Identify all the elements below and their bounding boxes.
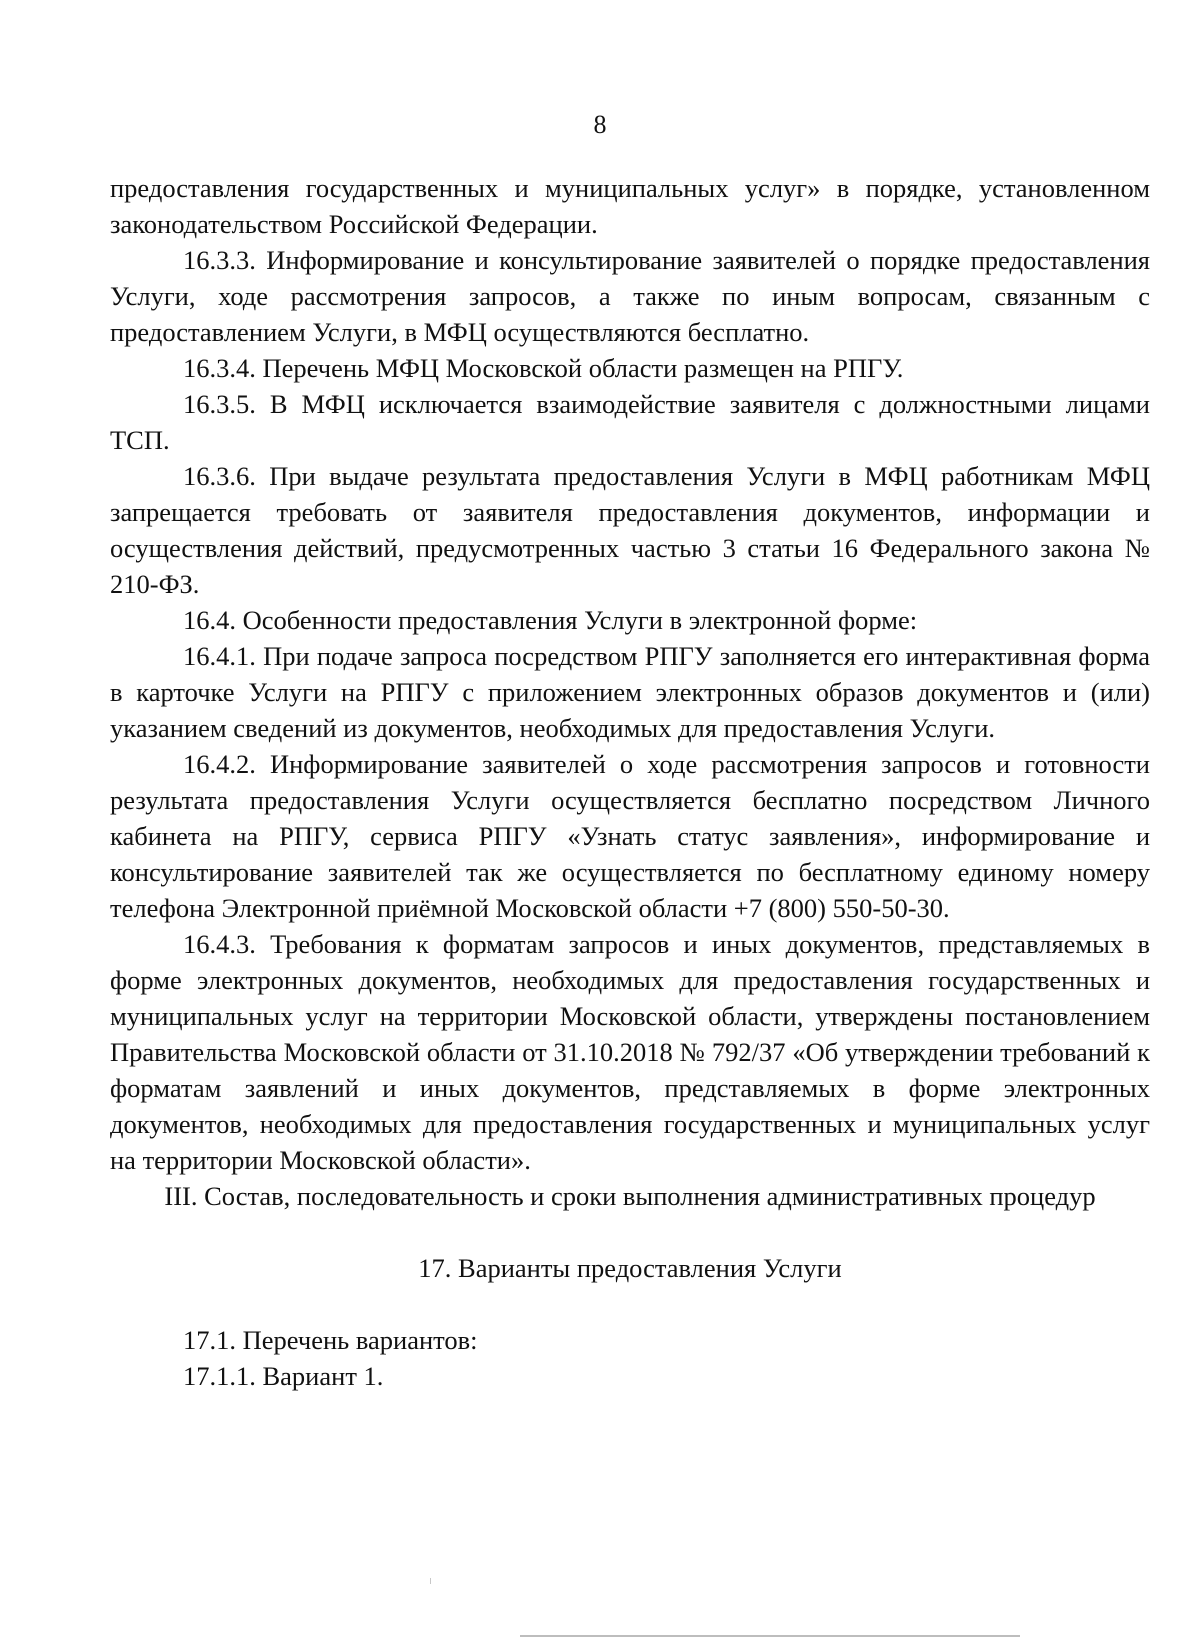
paragraph-continuation: предоставления государственных и муниципальных услуг» в порядке, установленном законодательством Российской Федерации. <box>110 173 1150 239</box>
paragraph-16-3-5: 16.3.5. В МФЦ исключается взаимодействие заявителя с должностными лицами ТСП. <box>110 389 1150 455</box>
subsection-heading: 17. Варианты предоставления Услуги <box>418 1253 842 1283</box>
paragraph-16-3-3: 16.3.3. Информирование и консультирование заявителей о порядке предоставления Услуги, ходе рассмотрения запросов, а также по иным вопросам, связанным с предоставлением Услуги, в МФЦ осуществляются бесплатно. <box>110 245 1150 347</box>
section-heading: III. Состав, последовательность и сроки выполнения административных процедур <box>164 1181 1096 1211</box>
page-number: 8 <box>593 110 607 139</box>
scan-artifact-rule <box>520 1635 1020 1637</box>
paragraph-16-4-1: 16.4.1. При подаче запроса посредством РПГУ заполняется его интерактивная форма в карточке Услуги на РПГУ с приложением электронных образов документов и (или) указанием сведений из документов, необходимых для предоставления Услуги. <box>110 641 1150 743</box>
paragraph-16-3-4: 16.3.4. Перечень МФЦ Московской области размещен на РПГУ. <box>183 353 904 383</box>
paragraph-16-4: 16.4. Особенности предоставления Услуги в электронной форме: <box>183 605 918 635</box>
paragraph-16-3-6: 16.3.6. При выдаче результата предоставления Услуги в МФЦ работникам МФЦ запрещается требовать от заявителя предоставления документов, информации и осуществления действий, предусмотренных частью 3 статьи 16 Федерального закона № 210-ФЗ. <box>110 461 1150 599</box>
document-body <box>110 170 1150 1394</box>
paragraph-16-4-2: 16.4.2. Информирование заявителей о ходе рассмотрения запросов и готовности результата предоставления Услуги осуществляется бесплатно посредством Личного кабинета на РПГУ, сервиса РПГУ «Узнать статус заявления», информирование и консультирование заявителей так же осуществляется по бесплатному единому номеру телефона Электронной приёмной Московской области +7 (800) 550-50-30. <box>110 749 1150 923</box>
list-line-17-1: 17.1. Перечень вариантов: <box>183 1325 478 1355</box>
list-line-17-1-1: 17.1.1. Вариант 1. <box>183 1361 384 1391</box>
scan-artifact-mark <box>430 1578 431 1584</box>
paragraph-16-4-3: 16.4.3. Требования к форматам запросов и иных документов, представляемых в форме электронных документов, необходимых для предоставления государственных и муниципальных услуг на территории Московской области, утверждены постановлением Правительства Московской области от 31.10.2018 № 792/37 «Об утверждении требований к форматам заявлений и иных документов, представляемых в форме электронных документов, необходимых для предоставления государственных и муниципальных услуг на территории Московской области». <box>110 929 1150 1175</box>
